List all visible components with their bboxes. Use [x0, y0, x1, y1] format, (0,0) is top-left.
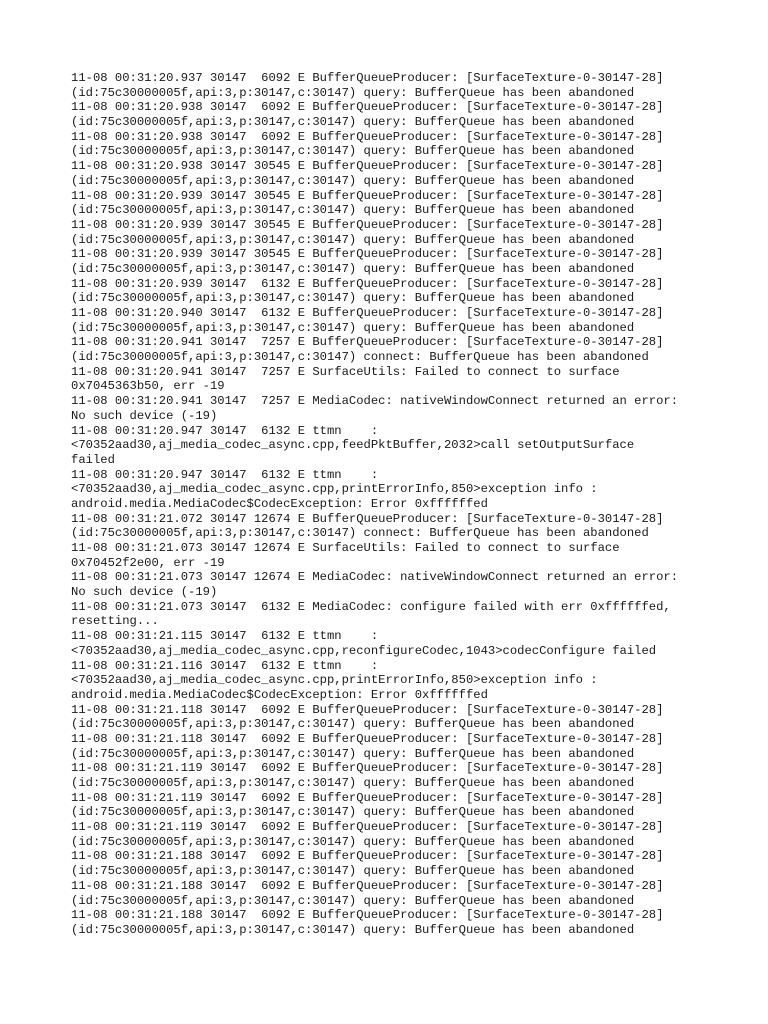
log-line: 11-08 00:31:21.188 30147 6092 E BufferQueueProducer: [SurfaceTexture-0-30147-28] [71, 878, 664, 893]
log-line: 11-08 00:31:21.119 30147 6092 E BufferQueueProducer: [SurfaceTexture-0-30147-28] [71, 761, 664, 776]
log-line: 11-08 00:31:20.939 30147 30545 E BufferQueueProducer: [SurfaceTexture-0-30147-28] [71, 217, 664, 232]
log-line: (id:75c30000005f,api:3,p:30147,c:30147) query: BufferQueue has been abandoned [71, 834, 635, 849]
log-line: 11-08 00:31:20.937 30147 6092 E BufferQueueProducer: [SurfaceTexture-0-30147-28] [71, 71, 664, 85]
log-line: 11-08 00:31:20.939 30147 30545 E BufferQueueProducer: [SurfaceTexture-0-30147-28] [71, 247, 664, 262]
log-line: 11-08 00:31:21.115 30147 6132 E ttmn : [71, 629, 379, 644]
log-line: 11-08 00:31:20.941 30147 7257 E MediaCodec: nativeWindowConnect returned an error: [71, 394, 679, 409]
log-line: 11-08 00:31:21.073 30147 12674 E MediaCodec: nativeWindowConnect returned an error: [71, 570, 679, 585]
log-line: 11-08 00:31:20.938 30147 6092 E BufferQueueProducer: [SurfaceTexture-0-30147-28] [71, 129, 664, 144]
log-line: 11-08 00:31:21.188 30147 6092 E BufferQueueProducer: [SurfaceTexture-0-30147-28] [71, 849, 664, 864]
log-line: 11-08 00:31:21.072 30147 12674 E BufferQueueProducer: [SurfaceTexture-0-30147-28] [71, 511, 664, 526]
log-line: 11-08 00:31:21.073 30147 12674 E SurfaceUtils: Failed to connect to surface [71, 541, 620, 555]
log-line: 11-08 00:31:21.119 30147 6092 E BufferQueueProducer: [SurfaceTexture-0-30147-28] [71, 790, 664, 805]
log-line: (id:75c30000005f,api:3,p:30147,c:30147) query: BufferQueue has been abandoned [71, 717, 635, 732]
log-line: <70352aad30,aj_media_codec_async.cpp,reconfigureCodec,1043>codecConfigure failed [71, 643, 657, 658]
log-line: (id:75c30000005f,api:3,p:30147,c:30147) query: BufferQueue has been abandoned [71, 746, 635, 761]
log-line: 11-08 00:31:21.188 30147 6092 E BufferQueueProducer: [SurfaceTexture-0-30147-28] [71, 908, 664, 923]
log-line: 11-08 00:31:20.941 30147 7257 E BufferQueueProducer: [SurfaceTexture-0-30147-28] [71, 335, 664, 350]
log-line: 11-08 00:31:21.073 30147 6132 E MediaCodec: configure failed with err 0xffffffed, [71, 599, 671, 614]
log-line: 11-08 00:31:20.938 30147 30545 E BufferQueueProducer: [SurfaceTexture-0-30147-28] [71, 159, 664, 174]
log-line: 11-08 00:31:20.941 30147 7257 E SurfaceUtils: Failed to connect to surface [71, 364, 620, 379]
log-line: 11-08 00:31:20.947 30147 6132 E ttmn : [71, 423, 379, 438]
log-line: 11-08 00:31:20.940 30147 6132 E BufferQueueProducer: [SurfaceTexture-0-30147-28] [71, 306, 664, 320]
log-line: android.media.MediaCodec$CodecException: Error 0xffffffed [71, 496, 488, 511]
log-line: (id:75c30000005f,api:3,p:30147,c:30147) query: BufferQueue has been abandoned [71, 261, 635, 276]
log-line: 11-08 00:31:21.118 30147 6092 E BufferQueueProducer: [SurfaceTexture-0-30147-28] [71, 702, 664, 717]
log-document [71, 71, 761, 938]
log-line: android.media.MediaCodec$CodecException: Error 0xffffffed [71, 687, 488, 702]
log-line: (id:75c30000005f,api:3,p:30147,c:30147) query: BufferQueue has been abandoned [71, 922, 635, 937]
log-line: 11-08 00:31:21.118 30147 6092 E BufferQueueProducer: [SurfaceTexture-0-30147-28] [71, 731, 664, 746]
log-line: 11-08 00:31:21.116 30147 6132 E ttmn : [71, 658, 379, 673]
log-line: 11-08 00:31:20.939 30147 6132 E BufferQueueProducer: [SurfaceTexture-0-30147-28] [71, 276, 664, 291]
log-line: (id:75c30000005f,api:3,p:30147,c:30147) query: BufferQueue has been abandoned [71, 144, 635, 159]
log-line: 11-08 00:31:20.939 30147 30545 E BufferQueueProducer: [SurfaceTexture-0-30147-28] [71, 188, 664, 203]
log-line: 11-08 00:31:20.938 30147 6092 E BufferQueueProducer: [SurfaceTexture-0-30147-28] [71, 100, 664, 115]
log-line: No such device (-19) [71, 585, 218, 600]
log-line: (id:75c30000005f,api:3,p:30147,c:30147) query: BufferQueue has been abandoned [71, 232, 635, 247]
log-line: <70352aad30,aj_media_codec_async.cpp,printErrorInfo,850>exception info : [71, 482, 598, 497]
log-line: (id:75c30000005f,api:3,p:30147,c:30147) query: BufferQueue has been abandoned [71, 776, 635, 790]
log-line: <70352aad30,aj_media_codec_async.cpp,printErrorInfo,850>exception info : [71, 673, 598, 688]
log-line: (id:75c30000005f,api:3,p:30147,c:30147) connect: BufferQueue has been abandoned [71, 350, 649, 365]
log-line: <70352aad30,aj_media_codec_async.cpp,feedPktBuffer,2032>call setOutputSurface [71, 438, 635, 453]
log-line: (id:75c30000005f,api:3,p:30147,c:30147) query: BufferQueue has been abandoned [71, 173, 635, 188]
log-line: (id:75c30000005f,api:3,p:30147,c:30147) query: BufferQueue has been abandoned [71, 203, 635, 218]
log-line: 0x7045363b50, err -19 [71, 379, 225, 394]
log-line: (id:75c30000005f,api:3,p:30147,c:30147) query: BufferQueue has been abandoned [71, 291, 635, 306]
log-line: (id:75c30000005f,api:3,p:30147,c:30147) query: BufferQueue has been abandoned [71, 893, 635, 908]
log-line: (id:75c30000005f,api:3,p:30147,c:30147) query: BufferQueue has been abandoned [71, 85, 635, 100]
log-line: (id:75c30000005f,api:3,p:30147,c:30147) query: BufferQueue has been abandoned [71, 115, 635, 130]
log-line: (id:75c30000005f,api:3,p:30147,c:30147) query: BufferQueue has been abandoned [71, 864, 635, 879]
log-line: 11-08 00:31:20.947 30147 6132 E ttmn : [71, 467, 379, 482]
log-line: (id:75c30000005f,api:3,p:30147,c:30147) query: BufferQueue has been abandoned [71, 805, 635, 820]
log-line: 11-08 00:31:21.119 30147 6092 E BufferQueueProducer: [SurfaceTexture-0-30147-28] [71, 820, 664, 835]
log-line: failed [71, 452, 115, 467]
log-line: resetting... [71, 614, 159, 629]
log-line: No such device (-19) [71, 408, 218, 423]
log-line: (id:75c30000005f,api:3,p:30147,c:30147) query: BufferQueue has been abandoned [71, 320, 635, 335]
log-line: (id:75c30000005f,api:3,p:30147,c:30147) connect: BufferQueue has been abandoned [71, 526, 649, 541]
log-line: 0x70452f2e00, err -19 [71, 555, 225, 570]
